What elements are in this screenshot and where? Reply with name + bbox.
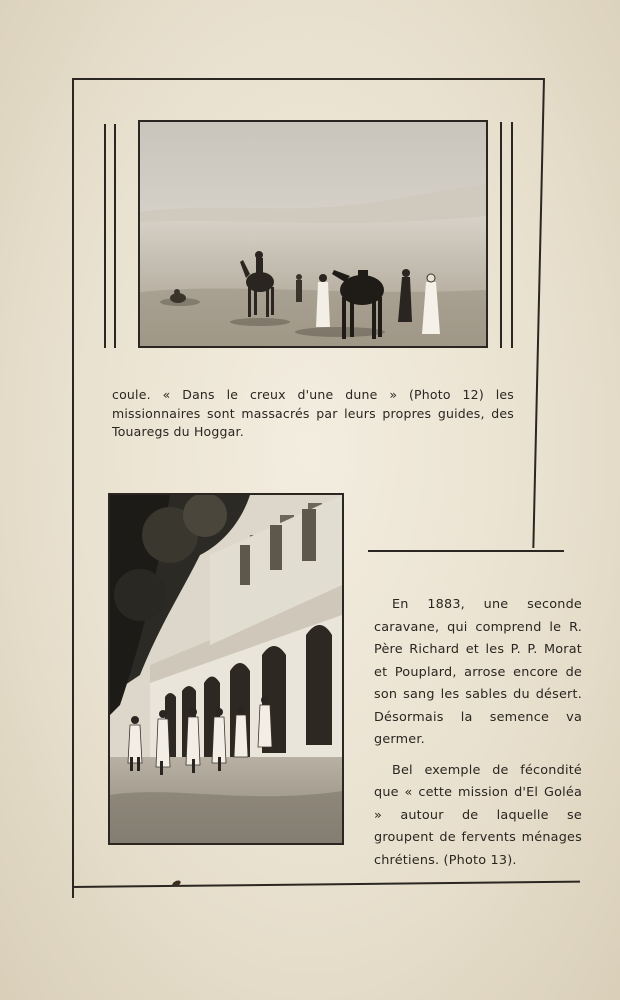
frame-left-line [72,78,74,898]
caption-photo-12 [112,386,514,442]
desert-caravan-photo [138,120,488,348]
el-golea-mission-photo [108,493,344,845]
desert-caravan-image [140,122,486,346]
left-double-rule-b [114,124,116,348]
paragraph-mission-1883: En 1883, une seconde caravane, qui comprend le R. Père Richard et les P. P. Morat et Pouplard, arrose encore de son sang les sables du désert. Désormais la semence va germer. [374,597,582,747]
frame-top-line [72,78,544,80]
left-double-rule-a [104,124,106,348]
caption-text: coule. « Dans le creux d'une dune » (Photo 12) les missionnaires sont massacrés par leurs propres guides, des Touaregs du Hoggar. [112,387,514,439]
frame-right-line-upper [532,78,545,548]
paragraph-el-golea: Bel exemple de fécondité que « cette mission d'El Goléa » autour de laquelle se groupent de fervents ménages chrétiens. (Photo 13). [374,762,582,868]
right-double-rule-a [500,122,502,348]
mission-building-image [110,495,342,843]
frame-middle-line [368,550,564,552]
frame-bottom-line [72,881,580,888]
right-double-rule-b [511,122,513,348]
text-column-right [374,594,582,872]
